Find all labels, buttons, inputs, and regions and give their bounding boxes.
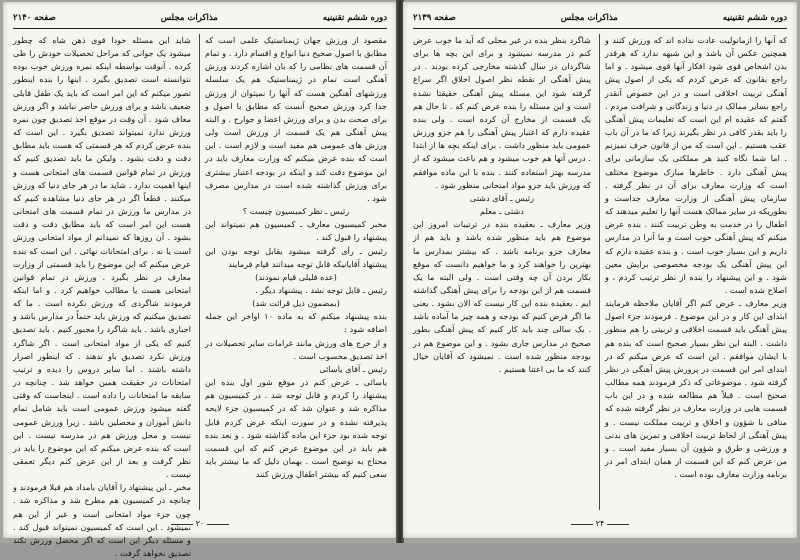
left-page-footer [3,519,397,528]
paragraph: یاسائی ـ عرض کنم در موقع شور اول بنده این پیشنهاد را کردم و قابل توجه شد . در کمیسیون هم مذاکره شد و عنوان شد که در کمیسیون جزء لایحه پذیرفته نشده و در سورت اینکه عرض کردم قابل توجه شده بود جزء این ماده گذاشته شود . و بعد بنده هم باید در این موضوع عرض کنم که این قسمت محتاج به توضیح است . بهمان دلیل که ما بیشتر باید سعی کنیم که بیشتر اطفال ورزش کنند [205,377,387,480]
footer-dash [207,524,229,525]
paragraph: رئیس ـ رأی گرفته میشود بقابل توجه بودن این پیشنهاد آقایانیکه قابل توجه میدانند قیام فرمایند [205,245,387,269]
right-page-header [413,10,787,26]
paragraph: شاگرد بنظر بنده در غیر محلی که آید ما خوب عرض کنم در مدرسه نمیشود و برای این بچه ها برای شاگردان در سال گذشته مخارجی کرده بودند . در پیش آهنگی از نقطه نظر اصول اخلاق اگر سراغ گرفته شود این مسئله پیش آهنگی حقیقتا نشده است و این مسئله را بنده عرض کنم که . تا حال هم یک قسمت از مخارج آن کرده است . ولی بنده عقیده دارم که اعتبار پیش آهنگی را هم جزو ورزش عمومی باید منظور داشت . برای اینکه بچه ها از ابتدا . درس آنها هم خوب میشود و هم باعث میشود که از مدرسه بهتر استفاده کنند . بنده با این ماده موافقم که ورزش باید جزو مواد امتحانی منظور شود . [413,35,591,190]
left-header-rule [13,28,387,29]
speaker-line: رئیس ـ آقای دشتی [469,192,535,203]
right-page [403,2,797,538]
paragraph: رئیس ـ قابل توجه نشد . پیشنهاد دیگر . [255,284,387,295]
paragraph: مخبر کمیسیون معارف ـ کمیسیون هم نمیتواند این پیشنهاد را قبول کند . [205,219,387,243]
footer-dash [171,524,193,525]
procedural-note: (بمضمون ذیل قرائت شد) [252,298,340,309]
right-header-rule [413,28,787,29]
footer-dash [571,524,593,525]
right-page-column-divider [599,34,600,510]
paragraph: بنده پیشنهاد میکنم که به ماده ۱۰ اواخر این جمله اضافه شود : [205,311,387,335]
left-page-column-divider [199,34,200,510]
left-header-page-label: صفحه ۲۱۴۰ [13,13,56,23]
left-page-number: ۲۰ [195,519,205,528]
left-header-title: مذاكرات مجلس [160,13,218,23]
right-page-left-column [413,34,591,512]
speaker-line: دشتی ـ معلم [480,206,524,217]
paragraph: که آنها را ازمانولیت عادت نداده اند که ورزش کنند و همچنین عکس آن باشد و این شبهه ندارد که هرقدر بدن اشخاص قوی شود افکار آنها قوی میشود . و اما راجع بقانون که عرض کردم که یکی از اصول پیش آهنگی تربیت اخلاقی است و در این خصوص آنقدر راجع بسایر ممالک در دنیا و زندگانی و شرافت مردم . گفتم که عقیده ام این است که تعلیمات پیش آهنگی را باید بقدر کافی در نظر بگیرند زیرا که ما در آن باب عقب هستیم . این است که من از قانون حرف نمیزنم . اما شما نگاه کنید هر مملکتی یک سازمانی برای پیش آهنگی دارد . خاطرها مبارک موضوع مختلف است که وزارت معارف برای آن در نظر گرفته . سازمان پیش آهنگی از وزارت معارف جداست و بطوریکه در سایر ممالک هست آنها را تعلیم میدهند که اطفال را در خدمت به وطن تربیت کنند . بنده عرض میکنم که پیش آهنگی خوب است و ما آنرا در مدارس داریم و این بسیار خوب است . و بنده عقیده دارم که این پیش آهنگی یک بودجه مخصوصی برایش معین شود . و این پیشنهاد را بنده از نظر ترتیب کردم ، و اصلاح شده است . [605,35,787,295]
right-header-title: مذاكرات مجلس [560,13,618,23]
left-page-header [13,10,387,26]
left-page-left-column [13,34,191,559]
speaker-line: رئیس ـ آقای یاسائی [319,363,387,374]
paragraph: وزیر معارف ـ بعقیده بنده در ترتیبات امروز این موضوع هم باید منظور شده باشد و باید هم از معارف جزو برنامه باشد . که بیشتر بمدارس ما بهترین را خواهند کرد و ما خواهیم دانست که موقع بکار بردن آن چه وقتی است . ولی البته ما یک قسمت هم از این بودجه را برای پیش آهنگی گذاشته ایم . بعقیده بنده این کار نیست که الان بشود . یعنی ما اگر فرض کنیم که بودجه و همه چیز ما آماده باشد . یک سالی چند باید کار کنیم که پیش آهنگی بطور صحیح در مدارس جاری بشود . و این موضوع هم در بودجه منظور شده است . نمیشود که آقایان خیال کنند که ما بی اعتنا هستیم . [413,219,591,374]
paragraph: مخبر ـ این پیشنهاد را آقایان بامداد هم قبلا فرمودند و چنانچه در کمیسیون هم مطرح شد و مذاکره شد . چون جزء مواد امتحانی است و غیر از این هم نمیشود . این است که کمیسیون نمیتواند قبول کند . و مسئله دیگر این است که اگر محصل ورزش نکند تصدیق نخواهد گرفت . [13,482,191,559]
right-page-footer [403,519,797,528]
left-header-series: دوره ششم تقنينيه [322,13,387,23]
left-page [3,2,397,559]
right-page-right-column [605,34,787,512]
footer-dash [607,524,629,525]
right-header-page-label: صفحه ۲۱۳۹ [413,13,456,23]
right-page-number: ۲۴ [595,519,605,528]
procedural-note: (عده قلیلی قیام نمودند) [255,271,337,282]
paragraph: شاید این مسئله خودا قوی ذهن شاه که چطور میشود یک جوانی که مراحل تحصیلات خودش را طی کرده . آنوقت بواسطه اینکه نمره ورزش خوب بوده نتوانسته است تصدیق بگیرد . اینها را بنده اینطور تصور میکنم که این امر است که باید یک طفل قابلی ضعیف باشد و برای ورزش حاضر نباشد و اگر ورزش معاف شود . آن وقت در موقع اخذ تصدیق چون نمره ورزش ندارد نمیتواند تصدیق بگیرد . این است که بنده عرض کردم که هر قسمتی که هست باید مطابق دقت و دقت بشود . ولیکن ما باید تصدیق کنیم که ورزش در تمام قوانین قسمت های امتحانی هست و اینها اهمیت ندارد . شاید ما در هر جای دنیا که ورزش میکنند . قطعاً اگر در هر جای دنیا مشاهده کنیم که در مدارس ما ورزش در تمام قسمت های امتحانی هست این امر است که باید مطابق دقت و دقت بشود . آن روزها که نمیدانم از مواد امتحانی ورزش است یا نه . برای امتحانات نهائی . این است که بنده عرض میکنم که این موضوع را باید قسمتی از وزارت معارف در نظر بگیرد . ورزش در تمام قوانین امتحانی هست یا مطالب خواهیم کرد . و اما اینکه فرمودند شاگردی که ورزش نکرده است . ما که تصدیق میکنیم که ورزش باید حتماً در مدارس باشد و اجباری باشد . باید شاگرد را مجبور کنیم . باید تصدیق کنیم که یکی از مواد امتحانی است . اگر شاگرد ورزش نکرد تصدیق باو ندهند . که اینطور اصرار داشته باشند . اما سایر دروس را دیده و ترتیب امتحانات در حقیقت همین خواهد شد . چنانچه در سابقه ما امتحانات را داده است . اینجاست که وقتی گفته میشود ورزش عمومی است باید شامل تمام دانش آموزان و محصلین باشد . زیرا ورزش عمومی نیست و محل ورزش هم در مدرسه نیست . این است که بنده عرض میکنم که این موضوع را باید در نظر گرفت و بعد از این عرض کنم دیگر تعمقی نیست . [13,35,191,480]
left-page-right-column [205,34,387,512]
speaker-line: رئیس ـ نظر کمیسیون چیست ؟ [242,206,350,217]
right-header-series: دوره ششم تقنينيه [722,13,787,23]
paragraph: و از خرج های ورزش مانند غرامات سایر تحصیلات در اخذ تصدیق محسوب است . [205,337,387,361]
paragraph: وزیر معارف ـ عرض کنم اگر آقایان ملاحظه فرمایند ابتدای این کار و در این موضوع . فرمودند جزء اصول پیش آهنگی باید قسمت اخلاقی و تربیتی را هم منظور داشت . البته این نظر بسیار صحیح است که بنده هم با ایشان موافقم . این است که عرض میکنم که در ابتدای امر این قسمت در پرورش پیش آهنگی در نظر گرفته شود . موضوعاتی که ذکر فرمودند همه مطالب صحیح است . قبلاً هم مطالعه شده و در این باب قسمت هایی در وزارت معارف در نظر گرفته شده که منافی با شؤون و اخلاق و تربیت مملکت نیست . و پیش آهنگی از لحاظ تربیت اخلاقی و تمرین های بدنی و ورزشی و طرق و شؤون آن بسیار مفید است . و من عرض کنم که این قسمت از همان ابتدای امر در برنامه وزارت معارف بوده است . [605,298,787,480]
paragraph: مقصود از ورزش جهان ژیمناستیک علمی است که مطابق با اصول صحیح دنیا انواع و اقسام دارد . و تمام آن قسمت های نظامی را که بان اشاره کردند ورزش آهنگی است تمام در ژیمناستیک هم یک سلسله ورزشهای آهنگین هست که آنها را نمیتوان از ورزش جدا کرد ورزش صحیح آنست که مطابق با اصول و برای صحت بدن و برای ورزش اعضا و جوارح . و البته پیش آهنگی هم یک قسمت از ورزش است ولی ورزش های عمومی هم مفید است و لازم است . این است که بنده عرض میکنم که وزارت معارف باید در این موضوع دقت کند و اینکه در بودجه اعتبار بیشتری برای ورزش گذاشته شده است در مدارس مصرف شود . [205,35,387,203]
